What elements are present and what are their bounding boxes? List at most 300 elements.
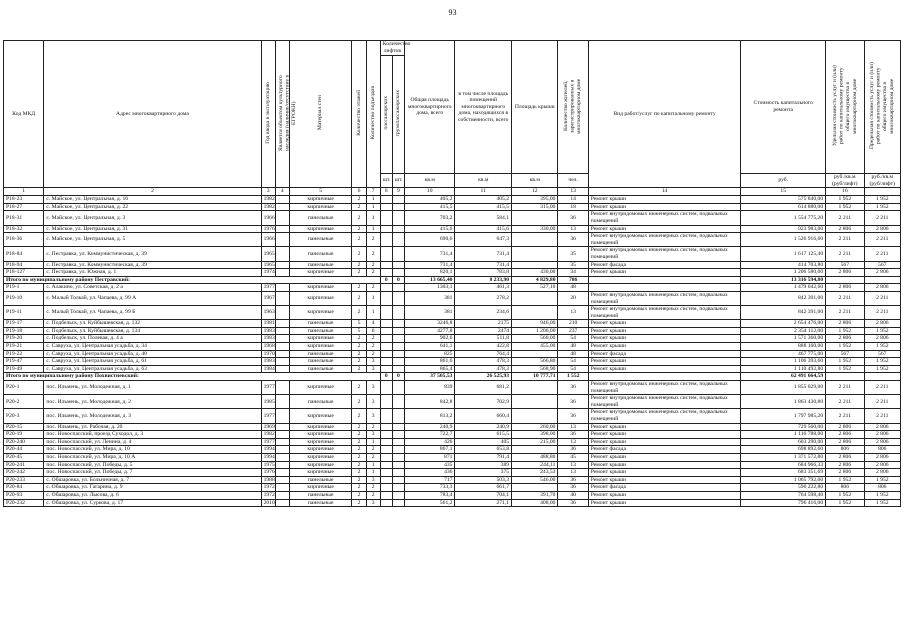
cell-address: с. Пестравка, ул. Южная, д. 1 — [44, 269, 261, 277]
header-code: Код МКД — [4, 41, 44, 188]
table-row — [4, 306, 901, 320]
cell-roof-area: 488,80 — [512, 453, 558, 461]
cell-unit-cost: 2 806 — [826, 469, 864, 477]
header-work: Вид работ/услуг по капитальному ремонту — [588, 41, 741, 188]
table-row — [4, 335, 901, 343]
cell-incl-area: 503,3 — [455, 476, 512, 484]
cell-year: 1983 — [261, 358, 275, 366]
cell-lifts-passenger — [380, 381, 392, 395]
cell-year: 1967 — [261, 291, 275, 305]
cell-total-area: 871 — [404, 453, 455, 461]
cell-heritage — [275, 409, 289, 423]
cell-total-area: 641,1 — [404, 343, 455, 351]
cell-work: Ремонт крыши — [588, 453, 741, 461]
cell-max-cost: 1 952 — [864, 203, 900, 211]
cell-lifts-cargo — [392, 261, 404, 269]
cell-address: пос. Новоспасский, ул. Мира, д. 10 — [44, 446, 261, 454]
cell-floors: 2 — [352, 203, 366, 211]
cell-heritage — [275, 335, 289, 343]
summary-residents: 1 552 — [558, 373, 588, 381]
cell-total-area: 722,7 — [404, 431, 455, 439]
table-row — [4, 491, 901, 499]
cell-work: Ремонт крыши — [588, 358, 741, 366]
cell-floors: 2 — [352, 491, 366, 499]
cell-residents: 36 — [558, 476, 588, 484]
summary-total-area: 13 665,40 — [404, 276, 455, 284]
cell-lifts-passenger — [380, 431, 392, 439]
cell-max-cost: 2 806 — [864, 269, 900, 277]
header-roof-area: Площадь крыши — [512, 41, 558, 174]
table-row — [4, 476, 901, 484]
cell-year: 1982 — [261, 196, 275, 204]
cell-work — [588, 284, 741, 292]
table-row — [4, 365, 901, 373]
cell-lifts-passenger — [380, 358, 392, 366]
cell-entrances: 3 — [366, 381, 380, 395]
cell-unit-cost: 2 806 — [826, 461, 864, 469]
cell-incl-area: 240,9 — [455, 423, 512, 431]
cell-address: с. Подбельск, ул. Куйбышевская, д. 132 — [44, 320, 261, 328]
cell-incl-area: 389 — [455, 461, 512, 469]
header-wall: Материал стен — [317, 95, 324, 131]
cell-entrances: 3 — [366, 409, 380, 423]
cell-max-cost: 1 952 — [864, 365, 900, 373]
unit-pcs-2: шт. — [392, 174, 404, 188]
cell-residents: 18 — [558, 203, 588, 211]
cell-address: пос. Ильмень, ул. Молодежная, д. 3 — [44, 409, 261, 423]
cell-residents: 54 — [558, 335, 588, 343]
cell-code: Р20-233 — [4, 476, 44, 484]
cell-work: Ремонт крыши — [588, 499, 741, 507]
cell-address: с. Обшаровка, ул. Лысова, д. 6 — [44, 491, 261, 499]
cell-entrances: 1 — [366, 306, 380, 320]
cell-floors: 2 — [352, 284, 366, 292]
col-number: 7 — [366, 188, 380, 196]
cell-wall: панельные — [289, 365, 352, 373]
cell-total-area: 690,6 — [404, 233, 455, 247]
col-number: 15 — [741, 188, 826, 196]
summary-incl-area: 26 525,93 — [455, 373, 512, 381]
cell-work: Ремонт внутридомовых инженерных систем, подвальных помещений — [588, 306, 741, 320]
cell-address: пос. Новоспасский, проезд Суходол, д. 3 — [44, 431, 261, 439]
cell-entrances: 2 — [366, 247, 380, 261]
cell-lifts-cargo — [392, 469, 404, 477]
cell-code: Р18-127 — [4, 269, 44, 277]
cell-floors: 5 — [352, 327, 366, 335]
cell-incl-area: 278,2 — [455, 291, 512, 305]
summary-incl-area: 8 233,90 — [455, 276, 512, 284]
summary-max-cost — [864, 276, 900, 284]
summary-label: Итого по муниципальному району Пестравский: — [4, 276, 381, 284]
cell-residents: 36 — [558, 211, 588, 225]
cell-incl-area: 660,4 — [455, 409, 512, 423]
cell-incl-area: 681,2 — [455, 381, 512, 395]
cell-lifts-passenger — [380, 211, 392, 225]
cell-unit-cost: 2 211 — [826, 381, 864, 395]
cell-address: с. Майское, ул. Центральная, д. 16 — [44, 196, 261, 204]
cell-cost: 1 571 360,00 — [741, 335, 826, 343]
col-number: 10 — [404, 188, 455, 196]
cell-work: Ремонт крыши — [588, 461, 741, 469]
cell-max-cost: 806 — [864, 446, 900, 454]
cell-year: 1982 — [261, 431, 275, 439]
summary-unit-cost — [826, 373, 864, 381]
unit-persons: чел. — [558, 174, 588, 188]
cell-address: с. Савруха, ул. Центральная усадьба, д. 34 — [44, 343, 261, 351]
cell-lifts-passenger — [380, 247, 392, 261]
cell-entrances: 1 — [366, 211, 380, 225]
cell-address: с. Майское, ул. Центральная, д. 3 — [44, 211, 261, 225]
cell-work: Ремонт крыши — [588, 327, 741, 335]
col-number: 5 — [289, 188, 352, 196]
cell-code: Р19-17 — [4, 320, 44, 328]
cell-roof-area: 430,00 — [512, 269, 558, 277]
cell-address: с. Подбельск, ул. Полевая, д. 4 а — [44, 335, 261, 343]
cell-residents: 36 — [558, 431, 588, 439]
summary-max-cost — [864, 373, 900, 381]
cell-year: 1963 — [261, 306, 275, 320]
cell-lifts-passenger — [380, 320, 392, 328]
cell-total-area: 426 — [404, 438, 455, 446]
cell-code: Р19-49 — [4, 365, 44, 373]
cell-lifts-passenger — [380, 284, 392, 292]
cell-entrances: 3 — [366, 431, 380, 439]
cell-floors: 2 — [352, 476, 366, 484]
table-row — [4, 247, 901, 261]
col-number: 2 — [44, 188, 261, 196]
cell-residents: 13 — [558, 461, 588, 469]
cell-lifts-cargo — [392, 211, 404, 225]
cell-wall: кирпичные — [289, 438, 352, 446]
cell-residents: 13 — [558, 469, 588, 477]
cell-code: Р20-242 — [4, 469, 44, 477]
cell-total-area: 902,6 — [404, 335, 455, 343]
cell-entrances: 3 — [366, 476, 380, 484]
cell-heritage — [275, 261, 289, 269]
summary-row — [4, 373, 901, 381]
cell-total-area: 825 — [404, 350, 455, 358]
cell-address: пос. Новоспасский, ул. Мира, д. 10 А — [44, 453, 261, 461]
cell-year: 1981 — [261, 320, 275, 328]
cell-address: с. Обшаровка, ул. Больничная, д. 7 — [44, 476, 261, 484]
cell-unit-cost: 2 211 — [826, 211, 864, 225]
cell-lifts-passenger — [380, 499, 392, 507]
cell-entrances: 6 — [366, 327, 380, 335]
cell-code: Р20-2 — [4, 395, 44, 409]
table-row — [4, 291, 901, 305]
cell-wall: панельные — [289, 327, 352, 335]
cell-lifts-cargo — [392, 203, 404, 211]
cell-wall: кирпичные — [289, 306, 352, 320]
header-lifts-cargo: грузопассажирских — [395, 89, 402, 137]
cell-wall: панельные — [289, 491, 352, 499]
cell-residents: 36 — [558, 381, 588, 395]
cell-work: Ремонт крыши — [588, 476, 741, 484]
cell-lifts-passenger — [380, 261, 392, 269]
cell-floors: 2 — [352, 431, 366, 439]
header-residents: Количество жителей, зарегистрированных в многоквартирном доме — [563, 78, 583, 134]
cell-heritage — [275, 438, 289, 446]
cell-lifts-cargo — [392, 365, 404, 373]
cell-lifts-passenger — [380, 395, 392, 409]
cell-year: 1976 — [261, 225, 275, 233]
cell-floors: 2 — [352, 446, 366, 454]
cell-entrances: 2 — [366, 423, 380, 431]
cell-floors: 2 — [352, 395, 366, 409]
cell-unit-cost: 1 952 — [826, 365, 864, 373]
cell-lifts-cargo — [392, 423, 404, 431]
cell-floors: 2 — [352, 499, 366, 507]
cell-year: 1969 — [261, 423, 275, 431]
cell-heritage — [275, 484, 289, 492]
cell-max-cost: 2 806 — [864, 320, 900, 328]
cell-floors: 2 — [352, 461, 366, 469]
cell-heritage — [275, 446, 289, 454]
cell-work: Ремонт крыши — [588, 320, 741, 328]
cell-work: Ремонт крыши — [588, 335, 741, 343]
cell-incl-area: 405,2 — [455, 196, 512, 204]
cell-unit-cost: 1 952 — [826, 358, 864, 366]
cell-cost: 2 354 112,00 — [741, 327, 826, 335]
cell-heritage — [275, 269, 289, 277]
cell-total-area: 865,4 — [404, 365, 455, 373]
cell-address: пос. Новоспасский, ул. Победы, д. 7 — [44, 469, 261, 477]
cell-incl-area: 615,5 — [455, 431, 512, 439]
cell-cost: 842 391,00 — [741, 291, 826, 305]
cell-entrances: 1 — [366, 203, 380, 211]
cell-total-area: 240,9 — [404, 423, 455, 431]
cell-code: Р20-3 — [4, 409, 44, 423]
cell-year: 2010 — [261, 499, 275, 507]
cell-max-cost: 2 211 — [864, 395, 900, 409]
cell-code: Р19-10 — [4, 291, 44, 305]
cell-unit-cost: 567 — [826, 350, 864, 358]
cell-wall: кирпичные — [289, 453, 352, 461]
table-row — [4, 453, 901, 461]
table-row — [4, 461, 901, 469]
cell-lifts-passenger — [380, 409, 392, 423]
cell-roof-area: 408,00 — [512, 499, 558, 507]
cell-entrances: 2 — [366, 233, 380, 247]
cell-max-cost: 1 952 — [864, 476, 900, 484]
cell-max-cost: 1 952 — [864, 491, 900, 499]
table-row — [4, 395, 901, 409]
cell-address: с. Обшаровка, ул. Суркова, д. 17 — [44, 499, 261, 507]
cell-total-area: 731,4 — [404, 261, 455, 269]
cell-wall: кирпичные — [289, 431, 352, 439]
cell-total-area: 435 — [404, 461, 455, 469]
cell-incl-area: 478,3 — [455, 365, 512, 373]
cell-max-cost: 2 806 — [864, 225, 900, 233]
cell-entrances: 2 — [366, 261, 380, 269]
cell-cost: 467 775,00 — [741, 350, 826, 358]
cell-lifts-cargo — [392, 484, 404, 492]
cell-lifts-passenger — [380, 225, 392, 233]
cell-unit-cost: 1 952 — [826, 203, 864, 211]
header-incl-area: в том числе площадь помещений многоквартирного дома, находящихся в собственности, всего — [455, 41, 512, 174]
cell-heritage — [275, 365, 289, 373]
col-number: 9 — [392, 188, 404, 196]
cell-year: 1977 — [261, 381, 275, 395]
cell-roof-area: 330,00 — [512, 225, 558, 233]
table-row — [4, 261, 901, 269]
cell-residents: 13 — [558, 438, 588, 446]
cell-cost: 590 222,80 — [741, 484, 826, 492]
cell-incl-area: 405 — [455, 438, 512, 446]
table-row — [4, 203, 901, 211]
cell-max-cost: 2 211 — [864, 306, 900, 320]
cell-max-cost: 2 806 — [864, 335, 900, 343]
header-lifts-passenger: пассажирских — [383, 96, 389, 131]
summary-work — [588, 373, 741, 381]
cell-roof-area — [512, 350, 558, 358]
cell-wall: кирпичные — [289, 423, 352, 431]
cell-total-area: 813,2 — [404, 409, 455, 423]
cell-total-area: 3246,8 — [404, 320, 455, 328]
cell-entrances: 1 — [366, 196, 380, 204]
cell-year: 1965 — [261, 261, 275, 269]
cell-incl-area: 653,8 — [455, 446, 512, 454]
cell-lifts-passenger — [380, 327, 392, 335]
unit-sqm-1: кв.м — [404, 174, 455, 188]
cell-floors: 2 — [352, 438, 366, 446]
cell-heritage — [275, 453, 289, 461]
cell-year: 1968 — [261, 343, 275, 351]
cell-heritage — [275, 491, 289, 499]
cell-unit-cost: 2 211 — [826, 409, 864, 423]
cell-total-area: 415,6 — [404, 225, 455, 233]
cell-total-area: 717 — [404, 476, 455, 484]
cell-address: с. Малый Толкай, ул. Чапаева, д. 99 А — [44, 291, 261, 305]
cell-floors: 2 — [352, 261, 366, 269]
cell-cost: 1 371 572,80 — [741, 453, 826, 461]
cell-floors: 2 — [352, 225, 366, 233]
cell-max-cost: 1 952 — [864, 343, 900, 351]
cell-roof-area: 560,00 — [512, 335, 558, 343]
unit-rub-sqm-1: руб./кв.м (руб/лифт) — [826, 174, 864, 188]
cell-address: с. Савруха, ул. Центральная усадьба, д. 61 — [44, 358, 261, 366]
cell-unit-cost: 2 211 — [826, 247, 864, 261]
summary-residents: 786 — [558, 276, 588, 284]
cell-roof-area: 215,00 — [512, 438, 558, 446]
cell-code: Р18-36 — [4, 233, 44, 247]
cell-code: Р19-21 — [4, 343, 44, 351]
cell-floors: 2 — [352, 196, 366, 204]
cell-code: Р18-94 — [4, 261, 44, 269]
cell-residents: 13 — [558, 225, 588, 233]
cell-max-cost: 2 806 — [864, 453, 900, 461]
cell-unit-cost: 2 806 — [826, 284, 864, 292]
table-row — [4, 431, 901, 439]
cell-entrances: 1 — [366, 461, 380, 469]
unit-sqm-2: кв.м — [455, 174, 512, 188]
cell-floors: 2 — [352, 409, 366, 423]
table-row — [4, 358, 901, 366]
cell-heritage — [275, 233, 289, 247]
cell-heritage — [275, 499, 289, 507]
cell-address: пос. Новоспасский, ул. Ленина, д. 4 — [44, 438, 261, 446]
cell-floors: 2 — [352, 269, 366, 277]
cell-roof-area — [512, 409, 558, 423]
cell-heritage — [275, 211, 289, 225]
cell-year: 1988 — [261, 476, 275, 484]
cell-incl-area: 661,7 — [455, 484, 512, 492]
cell-unit-cost: 2 806 — [826, 269, 864, 277]
cell-year: 1994 — [261, 446, 275, 454]
cell-cost: 698 892,60 — [741, 446, 826, 454]
cell-heritage — [275, 284, 289, 292]
cell-year: 1976 — [261, 469, 275, 477]
cell-year: 1972 — [261, 484, 275, 492]
cell-entrances: 2 — [366, 335, 380, 343]
cell-cost: 1 106 393,60 — [741, 358, 826, 366]
cell-address: с. Майское, ул. Центральная, д. 5 — [44, 233, 261, 247]
cell-incl-area: 731,4 — [455, 247, 512, 261]
cell-incl-area: 704,1 — [455, 491, 512, 499]
table-row — [4, 343, 901, 351]
cell-max-cost: 2 806 — [864, 469, 900, 477]
cell-lifts-passenger — [380, 446, 392, 454]
summary-unit-cost — [826, 276, 864, 284]
cell-code: Р20-232 — [4, 499, 44, 507]
cell-code: Р18-31 — [4, 211, 44, 225]
cell-max-cost: 1 952 — [864, 327, 900, 335]
cell-lifts-cargo — [392, 233, 404, 247]
header-lifts: Количество лифтов — [380, 41, 404, 56]
cell-incl-area: 375 — [455, 469, 512, 477]
cell-roof-area — [512, 261, 558, 269]
cell-incl-area: 731,4 — [455, 261, 512, 269]
summary-work — [588, 276, 741, 284]
cell-lifts-cargo — [392, 381, 404, 395]
cell-work: Ремонт внутридомовых инженерных систем, подвальных помещений — [588, 395, 741, 409]
cell-lifts-cargo — [392, 395, 404, 409]
cell-floors: 2 — [352, 247, 366, 261]
cell-wall: кирпичные — [289, 343, 352, 351]
cell-lifts-passenger — [380, 438, 392, 446]
cell-residents: 13 — [558, 306, 588, 320]
column-number-row — [4, 188, 901, 196]
cell-lifts-cargo — [392, 491, 404, 499]
cell-code: Р19-18 — [4, 327, 44, 335]
cell-roof-area — [512, 306, 558, 320]
cell-lifts-passenger — [380, 291, 392, 305]
cell-incl-area: 702,9 — [455, 395, 512, 409]
cell-work: Ремонт крыши — [588, 423, 741, 431]
cell-heritage — [275, 350, 289, 358]
table-row — [4, 196, 901, 204]
cell-total-area: 783,4 — [404, 491, 455, 499]
cell-address: с. Савруха, ул. Центральная усадьба, д. 63 — [44, 365, 261, 373]
cell-residents: 36 — [558, 409, 588, 423]
cell-lifts-cargo — [392, 350, 404, 358]
cell-residents: 237 — [558, 327, 588, 335]
cell-total-area: 381 — [404, 291, 455, 305]
table-row — [4, 284, 901, 292]
cell-incl-area: 415,5 — [455, 203, 512, 211]
cell-roof-area: 527,10 — [512, 284, 558, 292]
cell-unit-cost: 806 — [826, 446, 864, 454]
cell-heritage — [275, 358, 289, 366]
header-total-area: Общая площадь многоквартирного дома, всего — [404, 41, 455, 174]
cell-entrances: 2 — [366, 484, 380, 492]
cell-max-cost: 2 806 — [864, 438, 900, 446]
cell-cost: 1 206 580,00 — [741, 269, 826, 277]
cell-cost: 575 840,00 — [741, 196, 826, 204]
cell-year: 1994 — [261, 453, 275, 461]
cell-code: Р20-93 — [4, 491, 44, 499]
cell-cost: 2 654 476,00 — [741, 320, 826, 328]
